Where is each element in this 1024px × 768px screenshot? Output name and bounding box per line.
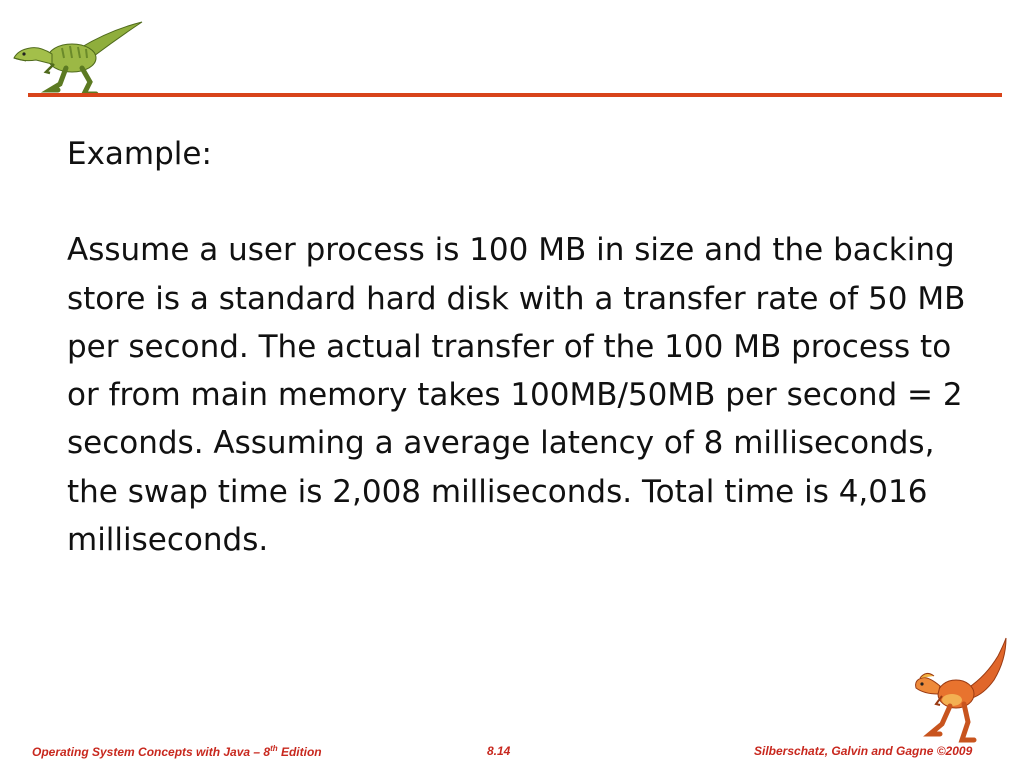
footer-authors: Silberschatz, Galvin and Gagne ©2009 (754, 744, 973, 758)
green-dinosaur-icon (10, 18, 145, 98)
footer-page-number: 8.14 (487, 744, 511, 758)
footer-book-title (32, 744, 322, 764)
footer-book-suffix: Edition (277, 745, 322, 759)
slide-heading: Example: (67, 136, 212, 172)
slide-content (67, 130, 987, 564)
footer-book-sup: th (270, 744, 278, 753)
slide-body: Assume a user process is 100 MB in size and the backing store is a standard hard disk with a transfer rate of 50 MB per second. The actual transfer of the 100 MB process to or from main memory takes 100MB/50MB per second = 2 seconds. Assuming a average latency of 8 milliseconds, the swap time is 2,008 milliseconds. Total time is 4,016 milliseconds. (67, 232, 966, 559)
footer-book-prefix: Operating System Concepts with Java – 8 (32, 745, 271, 759)
header-rule (28, 93, 1002, 97)
orange-dinosaur-icon (906, 636, 1010, 744)
